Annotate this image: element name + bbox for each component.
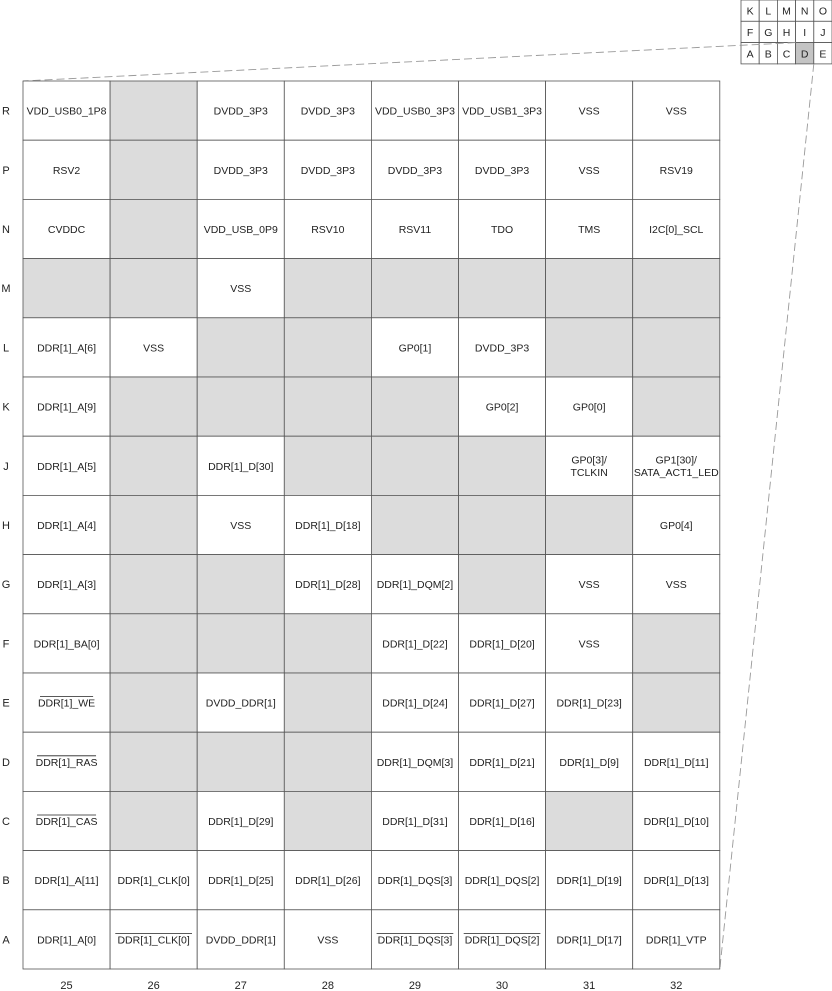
key-label-M: M xyxy=(782,5,791,18)
ball-label-A32: DDR[1]_VTP xyxy=(645,934,707,947)
column-label-26: 26 xyxy=(147,980,160,991)
ball-cell-J29 xyxy=(371,436,458,495)
ball-label-P25: RSV2 xyxy=(52,164,81,177)
ball-grid xyxy=(23,81,720,969)
ball-label-M27: VSS xyxy=(230,283,252,296)
ball-cell-H31 xyxy=(546,495,633,554)
ball-label-A31: DDR[1]_D[17] xyxy=(556,934,622,947)
ball-cell-M28 xyxy=(284,259,371,318)
ball-label-H28: DDR[1]_D[18] xyxy=(295,520,361,532)
ball-label-N27: VDD_USB_0P9 xyxy=(203,224,278,236)
ball-cell-J26 xyxy=(110,436,197,495)
ball-cell-H29 xyxy=(371,495,458,554)
key-map xyxy=(741,0,832,64)
ball-label-L25: DDR[1]_A[6] xyxy=(37,342,97,355)
ball-cell-L27 xyxy=(197,318,284,377)
row-label-M: M xyxy=(1,283,11,296)
key-label-N: N xyxy=(800,5,809,18)
ball-cell-K26 xyxy=(110,377,197,436)
ball-label-P31: VSS xyxy=(578,164,600,177)
ball-label-E29: DDR[1]_D[24] xyxy=(382,697,448,710)
ball-label-P30: DVDD_3P3 xyxy=(474,164,530,177)
row-label-E: E xyxy=(2,697,10,710)
ball-label-R28: DVDD_3P3 xyxy=(300,105,355,118)
row-label-J: J xyxy=(3,460,9,473)
ball-cell-L32 xyxy=(633,318,720,377)
key-label-H: H xyxy=(782,26,791,39)
ball-label-K31: GP0[0] xyxy=(572,401,606,414)
row-label-A: A xyxy=(2,934,10,947)
key-label-O: O xyxy=(818,5,827,18)
row-label-D: D xyxy=(2,756,10,769)
ball-label-F29: DDR[1]_D[22] xyxy=(382,638,448,651)
ball-label-G31: VSS xyxy=(578,579,600,592)
ball-cell-D26 xyxy=(110,732,197,791)
ball-cell-P26 xyxy=(110,140,197,199)
key-label-C: C xyxy=(782,48,791,61)
ball-cell-R26 xyxy=(110,81,197,140)
ball-label-B26: DDR[1]_CLK[0] xyxy=(117,875,190,888)
ball-cell-M30 xyxy=(459,259,546,318)
ball-label-A28: VSS xyxy=(317,934,339,947)
ball-label-L29: GP0[1] xyxy=(398,342,432,355)
ball-label-N25: CVDDC xyxy=(47,224,86,236)
column-label-31: 31 xyxy=(583,980,596,991)
ball-label-K30: GP0[2] xyxy=(485,401,519,414)
column-label-30: 30 xyxy=(495,980,509,991)
ball-cell-M26 xyxy=(110,259,197,318)
ball-cell-F28 xyxy=(284,614,371,673)
row-label-B: B xyxy=(2,875,10,888)
column-label-25: 25 xyxy=(60,980,73,991)
ball-label-B27: DDR[1]_D[25] xyxy=(208,875,274,888)
ball-label-A26: DDR[1]_CLK[0] xyxy=(117,934,190,947)
ball-label-H27: VSS xyxy=(230,520,252,532)
ball-label-R25: VDD_USB0_1P8 xyxy=(26,105,107,118)
ball-label-L30: DVDD_3P3 xyxy=(474,342,530,355)
ball-label-D30: DDR[1]_D[21] xyxy=(469,756,535,769)
ball-label-J31-0: GP0[3]/ xyxy=(571,454,607,467)
ball-label-B28: DDR[1]_D[26] xyxy=(295,875,361,888)
ball-cell-G26 xyxy=(110,555,197,614)
ball-label-N30: TDO xyxy=(490,224,514,236)
ball-cell-F27 xyxy=(197,614,284,673)
ball-cell-K28 xyxy=(284,377,371,436)
key-label-F: F xyxy=(746,26,754,39)
ball-label-F30: DDR[1]_D[20] xyxy=(469,638,535,651)
ball-label-D25: DDR[1]_RAS xyxy=(35,756,98,769)
ball-cell-K27 xyxy=(197,377,284,436)
ball-cell-C28 xyxy=(284,791,371,850)
row-label-P: P xyxy=(2,164,10,177)
ball-label-R29: VDD_USB0_3P3 xyxy=(374,105,455,118)
column-label-29: 29 xyxy=(408,980,422,991)
leader-line-bottom xyxy=(720,64,814,969)
ball-label-F31: VSS xyxy=(578,638,600,651)
ball-label-R31: VSS xyxy=(578,105,600,118)
ball-label-A29: DDR[1]_DQS[3] xyxy=(377,934,453,947)
ball-label-B29: DDR[1]_DQS[3] xyxy=(377,875,453,888)
ball-label-J25: DDR[1]_A[5] xyxy=(37,460,97,473)
row-label-K: K xyxy=(2,401,10,414)
ball-cell-E28 xyxy=(284,673,371,732)
ball-label-E25: DDR[1]_WE xyxy=(37,697,96,710)
ball-label-B31: DDR[1]_D[19] xyxy=(556,875,622,888)
ball-cell-F26 xyxy=(110,614,197,673)
ball-label-B25: DDR[1]_A[11] xyxy=(34,875,99,888)
key-label-L: L xyxy=(765,5,772,18)
key-label-A: A xyxy=(746,48,754,61)
ball-cell-H30 xyxy=(459,495,546,554)
ball-label-G25: DDR[1]_A[3] xyxy=(37,579,97,592)
row-labels xyxy=(1,106,10,947)
ball-label-C29: DDR[1]_D[31] xyxy=(382,816,448,828)
ball-label-J27: DDR[1]_D[30] xyxy=(208,460,274,473)
ball-label-J32-0: GP1[30]/ xyxy=(655,454,697,467)
key-label-I: I xyxy=(803,26,807,39)
ball-label-J31-1: TCLKIN xyxy=(570,467,608,480)
ball-label-D31: DDR[1]_D[9] xyxy=(559,756,619,769)
ball-label-F25: DDR[1]_BA[0] xyxy=(33,638,100,651)
ball-cell-E26 xyxy=(110,673,197,732)
ball-label-C27: DDR[1]_D[29] xyxy=(208,816,274,828)
ball-cell-L28 xyxy=(284,318,371,377)
ball-label-P32: RSV19 xyxy=(659,164,693,177)
ball-label-L26: VSS xyxy=(143,342,165,355)
ball-cell-F32 xyxy=(633,614,720,673)
ball-cell-L31 xyxy=(546,318,633,377)
key-label-B: B xyxy=(764,48,772,61)
ball-cell-C31 xyxy=(546,791,633,850)
ball-cell-G27 xyxy=(197,555,284,614)
ball-cell-G30 xyxy=(459,555,546,614)
ball-cell-K29 xyxy=(371,377,458,436)
ball-label-G28: DDR[1]_D[28] xyxy=(295,579,361,592)
ball-label-A30: DDR[1]_DQS[2] xyxy=(464,934,540,947)
ball-label-N28: RSV10 xyxy=(311,224,345,236)
column-labels xyxy=(60,980,682,991)
column-label-32: 32 xyxy=(670,980,683,991)
key-label-D: D xyxy=(800,48,809,61)
ball-label-R32: VSS xyxy=(665,105,687,118)
ball-label-A27: DVDD_DDR[1] xyxy=(205,934,276,947)
ball-cell-C26 xyxy=(110,791,197,850)
row-label-G: G xyxy=(1,579,11,592)
ball-label-E31: DDR[1]_D[23] xyxy=(556,697,622,710)
ball-label-A25: DDR[1]_A[0] xyxy=(37,934,97,947)
ball-label-N29: RSV11 xyxy=(398,224,432,236)
row-label-H: H xyxy=(2,520,10,532)
column-label-27: 27 xyxy=(234,980,247,991)
ball-label-H25: DDR[1]_A[4] xyxy=(37,520,97,532)
ball-cell-D28 xyxy=(284,732,371,791)
ball-label-N31: TMS xyxy=(578,224,601,236)
ball-cell-H26 xyxy=(110,495,197,554)
ball-label-J32-1: SATA_ACT1_LED xyxy=(633,467,719,480)
ball-cell-J28 xyxy=(284,436,371,495)
ball-cell-M25 xyxy=(23,259,110,318)
ball-label-P27: DVDD_3P3 xyxy=(213,164,268,177)
ball-cell-J30 xyxy=(459,436,546,495)
ball-cell-D27 xyxy=(197,732,284,791)
ball-label-H32: GP0[4] xyxy=(659,520,693,532)
ball-cell-K32 xyxy=(633,377,720,436)
ball-label-B32: DDR[1]_D[13] xyxy=(643,875,709,888)
ball-label-E27: DVDD_DDR[1] xyxy=(205,697,276,710)
ball-label-D29: DDR[1]_DQM[3] xyxy=(376,756,454,769)
row-label-C: C xyxy=(2,816,10,828)
row-label-F: F xyxy=(2,638,10,651)
ball-cell-M31 xyxy=(546,259,633,318)
column-label-28: 28 xyxy=(321,980,334,991)
ball-cell-N26 xyxy=(110,199,197,258)
ball-label-K25: DDR[1]_A[9] xyxy=(37,401,97,414)
ball-label-E30: DDR[1]_D[27] xyxy=(469,697,535,710)
ball-label-G32: VSS xyxy=(665,579,687,592)
ball-label-C32: DDR[1]_D[10] xyxy=(643,816,709,828)
ball-label-N32: I2C[0]_SCL xyxy=(649,224,704,236)
row-label-N: N xyxy=(2,224,10,236)
key-label-K: K xyxy=(746,5,754,18)
ball-label-G29: DDR[1]_DQM[2] xyxy=(376,579,454,592)
leader-line-top xyxy=(23,43,796,81)
ball-label-R27: DVDD_3P3 xyxy=(213,105,268,118)
key-label-G: G xyxy=(764,26,773,39)
ball-label-P28: DVDD_3P3 xyxy=(300,164,355,177)
row-label-R: R xyxy=(2,105,10,118)
ball-cell-E32 xyxy=(633,673,720,732)
row-label-L: L xyxy=(2,342,10,355)
ball-cell-M32 xyxy=(633,259,720,318)
ball-label-B30: DDR[1]_DQS[2] xyxy=(464,875,540,888)
ball-label-D32: DDR[1]_D[11] xyxy=(643,756,709,769)
ball-label-R30: VDD_USB1_3P3 xyxy=(462,105,543,118)
key-label-J: J xyxy=(820,26,826,39)
ball-label-C25: DDR[1]_CAS xyxy=(35,816,98,828)
ball-label-C30: DDR[1]_D[16] xyxy=(469,816,535,828)
key-label-E: E xyxy=(819,48,827,61)
ball-label-P29: DVDD_3P3 xyxy=(387,164,443,177)
ball-cell-M29 xyxy=(371,259,458,318)
